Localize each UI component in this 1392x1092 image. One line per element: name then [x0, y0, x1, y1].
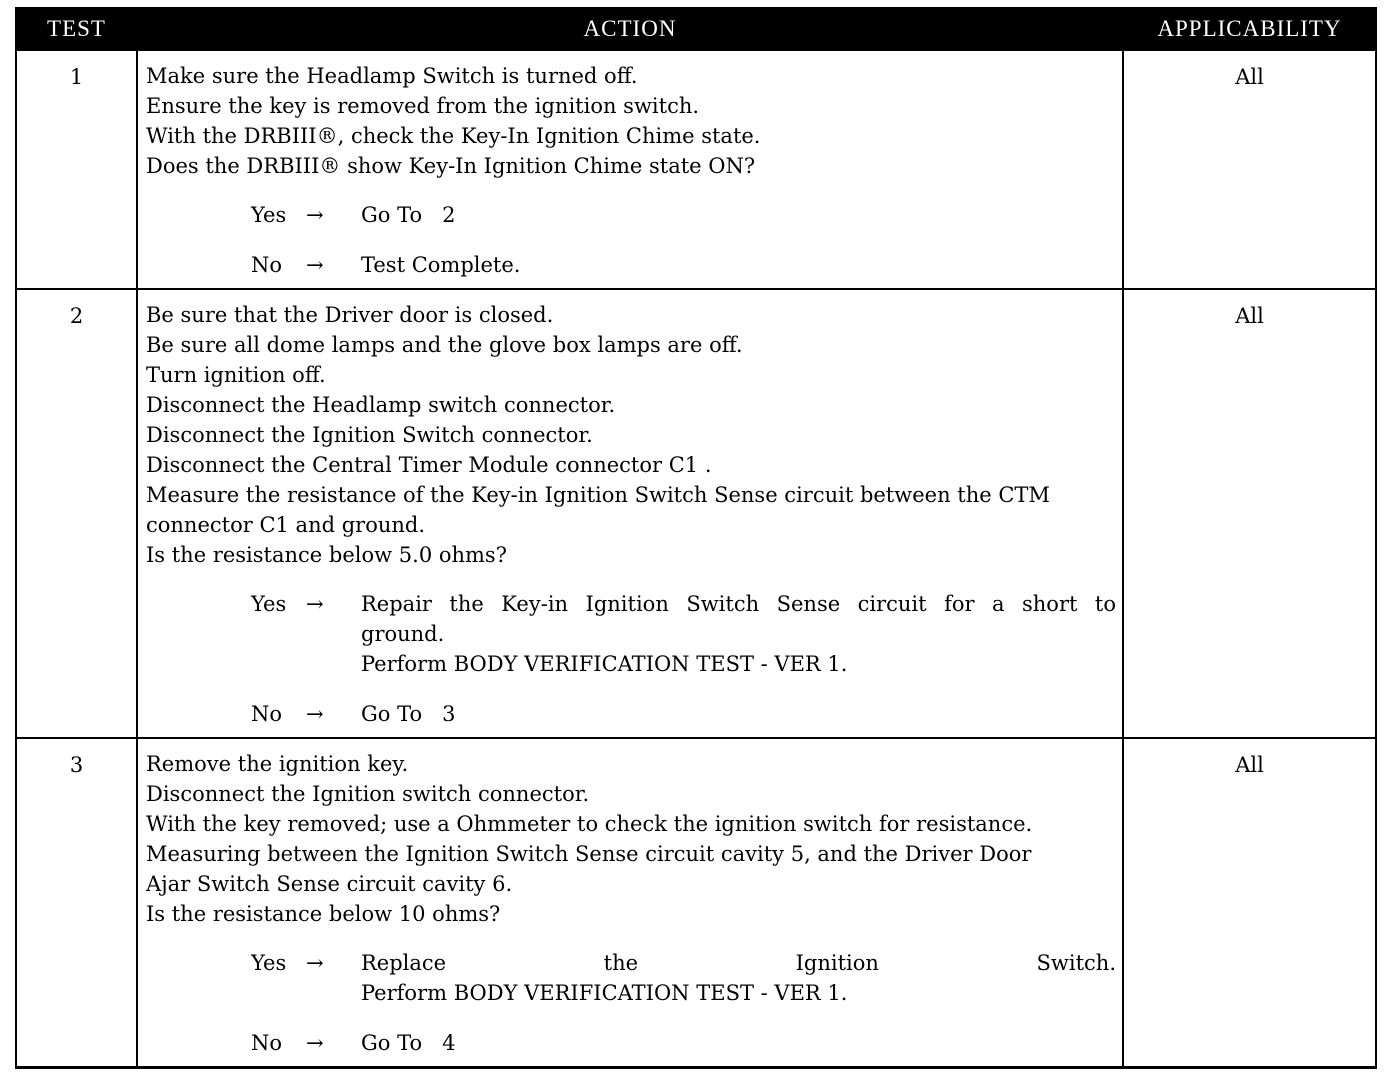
answer-result	[361, 1028, 1116, 1058]
action-step: Be sure that the Driver door is closed.	[146, 303, 554, 327]
header-test: TEST	[16, 8, 137, 50]
answer-list	[146, 948, 1116, 1058]
header-applicability: APPLICABILITY	[1123, 8, 1376, 50]
action-step: connector C1 and ground.	[146, 513, 425, 537]
table-body	[16, 50, 1376, 1068]
test-number: 2	[16, 289, 137, 738]
result-line: Perform BODY VERIFICATION TEST - VER 1.	[361, 652, 848, 676]
header-action: ACTION	[137, 8, 1123, 50]
table-row	[16, 50, 1376, 289]
action-cell	[137, 50, 1123, 289]
action-step: Measuring between the Ignition Switch Sense circuit cavity 5, and the Driver Door	[146, 842, 1032, 866]
action-step: Turn ignition off.	[146, 363, 326, 387]
action-step: Disconnect the Ignition Switch connector.	[146, 423, 593, 447]
result-line: ground.	[361, 622, 445, 646]
arrow-right-icon: →	[306, 592, 324, 616]
answer-yes	[146, 589, 1116, 679]
table-row	[16, 289, 1376, 738]
action-step: Disconnect the Ignition switch connector.	[146, 782, 590, 806]
answer-result	[361, 200, 1116, 230]
arrow-right-icon: →	[306, 702, 324, 726]
answer-yes	[146, 200, 1116, 230]
answer-result	[361, 699, 1116, 729]
action-step: Ajar Switch Sense circuit cavity 6.	[146, 872, 513, 896]
action-step: Remove the ignition key.	[146, 752, 409, 776]
test-number: 1	[16, 50, 137, 289]
applicability-cell: All	[1123, 289, 1376, 738]
action-step: Be sure all dome lamps and the glove box lamps are off.	[146, 333, 743, 357]
result-line: Repair the Key-in Ignition Switch Sense circuit for a short to	[361, 592, 1116, 616]
arrow-right-icon: →	[306, 253, 324, 277]
table-row	[16, 738, 1376, 1068]
action-step: Is the resistance below 5.0 ohms?	[146, 543, 507, 567]
action-cell	[137, 289, 1123, 738]
answer-label: No	[251, 1031, 283, 1055]
action-step: With the key removed; use a Ohmmeter to check the ignition switch for resistance.	[146, 812, 1033, 836]
applicability-cell: All	[1123, 738, 1376, 1068]
action-step: Is the resistance below 10 ohms?	[146, 902, 501, 926]
result-line: Perform BODY VERIFICATION TEST - VER 1.	[361, 981, 848, 1005]
action-cell	[137, 738, 1123, 1068]
answer-yes	[146, 948, 1116, 1008]
table-header	[16, 8, 1376, 50]
result-line: Go To 4	[361, 1031, 456, 1055]
action-step: Does the DRBIII® show Key-In Ignition Chime state ON?	[146, 154, 756, 178]
answer-result	[361, 250, 1116, 280]
arrow-right-icon: →	[306, 1031, 324, 1055]
action-step: Measure the resistance of the Key-in Ignition Switch Sense circuit between the CTM	[146, 483, 1050, 507]
answer-list	[146, 589, 1116, 729]
answer-result	[361, 589, 1116, 679]
diagnostic-test-table	[15, 7, 1377, 1069]
action-step: Disconnect the Central Timer Module connector C1 .	[146, 453, 712, 477]
action-step: Ensure the key is removed from the ignition switch.	[146, 94, 700, 118]
result-line: Go To 2	[361, 203, 456, 227]
diagnostic-test-document	[15, 7, 1375, 1069]
action-step: Make sure the Headlamp Switch is turned off.	[146, 64, 638, 88]
applicability-cell: All	[1123, 50, 1376, 289]
answer-label: No	[251, 253, 283, 277]
arrow-right-icon: →	[306, 203, 324, 227]
result-line: Replace the Ignition Switch.	[361, 951, 1116, 975]
action-step: With the DRBIII®, check the Key-In Ignition Chime state.	[146, 124, 761, 148]
answer-label: Yes	[251, 592, 287, 616]
test-number: 3	[16, 738, 137, 1068]
answer-list	[146, 200, 1116, 280]
arrow-right-icon: →	[306, 951, 324, 975]
answer-label: Yes	[251, 951, 287, 975]
result-line: Test Complete.	[361, 253, 521, 277]
answer-no	[146, 250, 1116, 280]
answer-label: Yes	[251, 203, 287, 227]
result-line: Go To 3	[361, 702, 456, 726]
action-step: Disconnect the Headlamp switch connector.	[146, 393, 616, 417]
answer-label: No	[251, 702, 283, 726]
answer-no	[146, 699, 1116, 729]
answer-result	[361, 948, 1116, 1008]
answer-no	[146, 1028, 1116, 1058]
